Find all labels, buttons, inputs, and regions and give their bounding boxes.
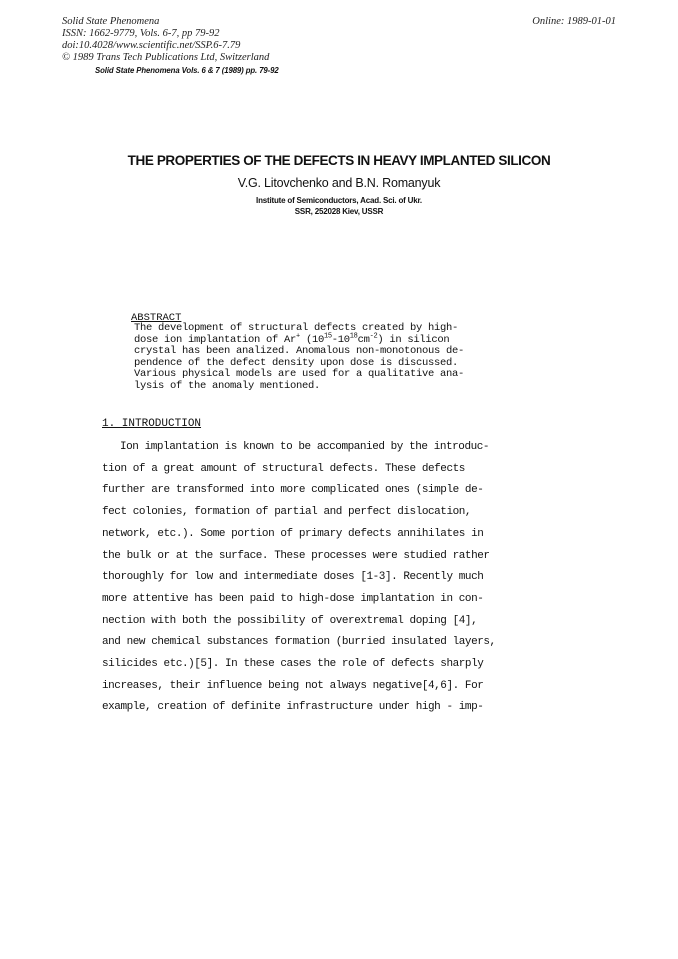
affiliation-line-1: Institute of Semiconductors, Acad. Sci. of Ukr. [256, 196, 422, 205]
body-line: fect colonies, formation of partial and perfect dislocation, [102, 506, 472, 519]
abstract-line: dose ion implantation of Ar+ $(10^{15}-10^{18}cm^{-2})$ in silicon [134, 332, 450, 346]
paper-title: THE PROPERTIES OF THE DEFECTS IN HEAVY IMPLANTED SILICON [127, 153, 551, 168]
body-line: thoroughly for low and intermediate doses [1-3]. Recently much [102, 571, 484, 584]
abstract-line: pendence of the defect density upon dose is discussed. [134, 356, 459, 369]
abstract-line: lysis of the anomaly mentioned. [134, 379, 321, 392]
body-line: example, creation of definite infrastructure under high - imp- [102, 701, 484, 714]
paper-authors: V.G. Litovchenko and B.N. Romanyuk [237, 176, 441, 190]
body-line: further are transformed into more complicated ones (simple de- [102, 484, 484, 497]
introduction-heading: 1. INTRODUCTION [102, 418, 202, 430]
body-line: tion of a great amount of structural defects. These defects [102, 462, 465, 475]
doi-link[interactable]: doi:10.4028/www.scientific.net/SSP.6-7.79 [62, 40, 241, 51]
issn-line: ISSN: 1662-9779, Vols. 6-7, pp 79-92 [62, 28, 220, 39]
abstract-line: crystal has been analized. Anomalous non-monotonous de- [134, 345, 465, 357]
body-line: silicides etc.)[5]. In these cases the role of defects sharply [102, 658, 484, 671]
body-line: increases, their influence being not always negative[4,6]. For [102, 679, 484, 692]
copyright-line: © 1989 Trans Tech Publications Ltd, Switzerland [62, 52, 270, 63]
online-date: Online: 1989-01-01 [532, 16, 616, 27]
body-line: nection with both the possibility of overextremal doping [4], [102, 614, 478, 627]
journal-reference: Solid State Phenomena Vols. 6 & 7 (1989) pp. 79-92 [95, 66, 279, 75]
body-line: network, etc.). Some portion of primary defects annihilates in [102, 527, 484, 540]
body-line: Ion implantation is known to be accompanied by the introduc- [120, 441, 490, 453]
introduction-body [102, 437, 542, 719]
affiliation [0, 195, 678, 217]
abstract-line: Various physical models are used for a qualitative ana- [134, 368, 465, 380]
abstract-line: The development of structural defects created by high- [134, 322, 459, 334]
affiliation-line-2: SSR, 252028 Kiev, USSR [294, 207, 384, 216]
abstract-body [134, 323, 514, 392]
body-line: the bulk or at the surface. These processes were studied rather [102, 549, 490, 562]
journal-name: Solid State Phenomena [62, 16, 160, 27]
abstract-heading: ABSTRACT [131, 312, 182, 324]
publication-info [62, 16, 269, 64]
body-line: and new chemical substances formation (burried insulated layers, [102, 636, 496, 649]
body-line: more attentive has been paid to high-dose implantation in con- [102, 592, 484, 605]
